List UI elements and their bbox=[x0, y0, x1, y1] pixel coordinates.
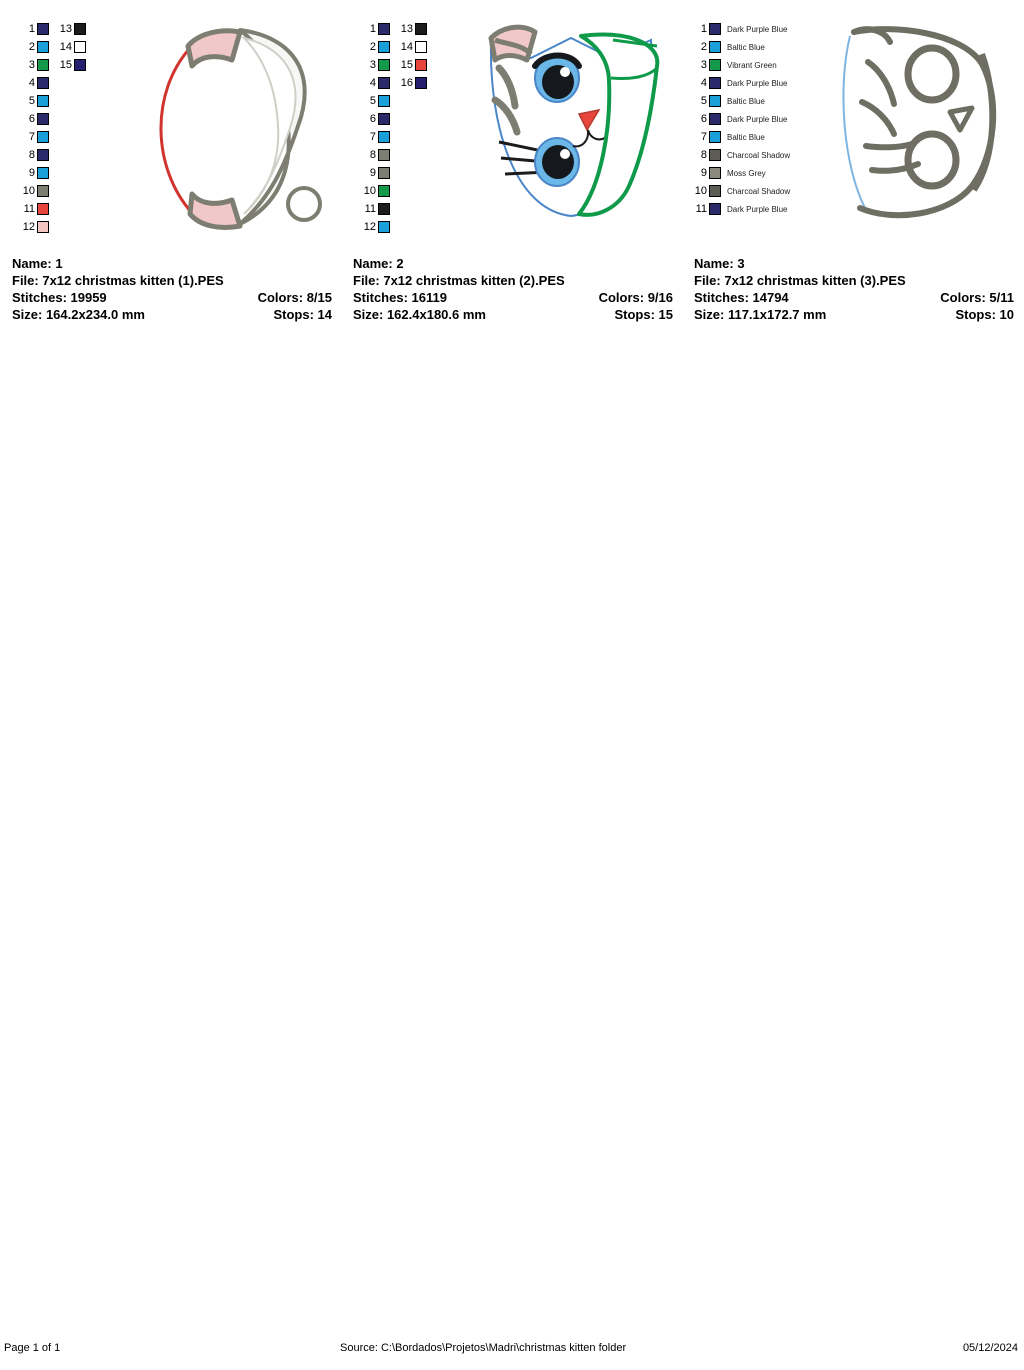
palette-entry bbox=[57, 20, 86, 38]
palette-index: 7 bbox=[28, 130, 35, 143]
design-stitches: Stitches: 14794 bbox=[694, 290, 789, 305]
palette-index: 9 bbox=[28, 166, 35, 179]
design-file: File: 7x12 christmas kitten (1).PES bbox=[12, 273, 224, 288]
palette-entry bbox=[692, 74, 790, 92]
palette-index: 13 bbox=[400, 22, 413, 35]
design-stops: Stops: 14 bbox=[273, 307, 332, 322]
palette-index: 8 bbox=[700, 148, 707, 161]
palette-column-left bbox=[361, 20, 390, 236]
color-swatch bbox=[378, 203, 390, 215]
palette-entry bbox=[20, 200, 49, 218]
color-swatch bbox=[709, 149, 721, 161]
color-swatch bbox=[709, 41, 721, 53]
palette-entry bbox=[692, 92, 790, 110]
palette-entry bbox=[20, 20, 49, 38]
color-name: Moss Grey bbox=[727, 168, 766, 178]
color-swatch bbox=[37, 41, 49, 53]
palette-index: 15 bbox=[400, 58, 413, 71]
palette-entry bbox=[361, 200, 390, 218]
design-card-1 bbox=[0, 0, 341, 322]
design-colors: Colors: 8/15 bbox=[257, 290, 332, 305]
color-swatch bbox=[415, 59, 427, 71]
palette-index: 9 bbox=[369, 166, 376, 179]
palette-entry bbox=[20, 182, 49, 200]
palette-index: 2 bbox=[700, 40, 707, 53]
color-swatch bbox=[74, 23, 86, 35]
palette-entry bbox=[361, 92, 390, 110]
design-name: Name: 3 bbox=[694, 256, 745, 271]
color-swatch bbox=[709, 77, 721, 89]
palette-index: 11 bbox=[695, 202, 707, 215]
palette-index: 1 bbox=[369, 22, 376, 35]
color-swatch bbox=[74, 59, 86, 71]
design-2-preview-area bbox=[351, 0, 682, 250]
design-size: Size: 162.4x180.6 mm bbox=[353, 307, 486, 322]
palette-entry bbox=[692, 164, 790, 182]
palette-entry bbox=[398, 56, 427, 74]
color-name: Baltic Blue bbox=[727, 42, 765, 52]
color-name: Dark Purple Blue bbox=[727, 78, 788, 88]
palette-index: 5 bbox=[28, 94, 35, 107]
kitten-santa-hat-artwork bbox=[120, 8, 340, 238]
color-swatch bbox=[37, 77, 49, 89]
palette-index: 6 bbox=[369, 112, 376, 125]
design-stitches: Stitches: 19959 bbox=[12, 290, 107, 305]
color-swatch bbox=[37, 149, 49, 161]
palette-entry bbox=[361, 38, 390, 56]
design-2-info bbox=[353, 255, 673, 323]
palette-index: 12 bbox=[22, 220, 35, 233]
palette-entry bbox=[692, 128, 790, 146]
palette-entry bbox=[398, 20, 427, 38]
palette-entry bbox=[398, 74, 427, 92]
palette-index: 4 bbox=[28, 76, 35, 89]
color-swatch bbox=[378, 131, 390, 143]
palette-entry bbox=[20, 38, 49, 56]
design-stitches-colors-row bbox=[694, 289, 1014, 306]
palette-entry bbox=[361, 182, 390, 200]
design-stitches-colors-row bbox=[12, 289, 332, 306]
color-name: Baltic Blue bbox=[727, 132, 765, 142]
design-size-stops-row bbox=[694, 306, 1014, 323]
design-stitches: Stitches: 16119 bbox=[353, 290, 447, 305]
design-3-artwork bbox=[832, 14, 1022, 229]
palette-index: 7 bbox=[700, 130, 707, 143]
color-swatch bbox=[709, 113, 721, 125]
color-name: Dark Purple Blue bbox=[727, 204, 788, 214]
color-swatch bbox=[378, 167, 390, 179]
palette-index: 15 bbox=[59, 58, 72, 71]
design-name: Name: 2 bbox=[353, 256, 404, 271]
color-swatch bbox=[37, 203, 49, 215]
palette-entry bbox=[692, 200, 790, 218]
palette-index: 14 bbox=[400, 40, 413, 53]
palette-entry bbox=[692, 110, 790, 128]
palette-index: 8 bbox=[369, 148, 376, 161]
color-swatch bbox=[709, 203, 721, 215]
design-card-2 bbox=[341, 0, 682, 322]
palette-index: 14 bbox=[59, 40, 72, 53]
source-path: Source: C:\Bordados\Projetos\Madri\christmas kitten folder bbox=[340, 1342, 627, 1354]
design-card-3 bbox=[682, 0, 1023, 322]
palette-entry bbox=[361, 20, 390, 38]
page-number: Page 1 of 1 bbox=[4, 1342, 61, 1354]
color-swatch bbox=[415, 77, 427, 89]
palette-index: 5 bbox=[700, 94, 707, 107]
design-size-stops-row bbox=[12, 306, 332, 323]
design-3-preview-area bbox=[692, 0, 1023, 250]
palette-entry bbox=[361, 164, 390, 182]
palette-index: 10 bbox=[694, 184, 707, 197]
design-name: Name: 1 bbox=[12, 256, 63, 271]
color-swatch bbox=[37, 185, 49, 197]
palette-index: 11 bbox=[23, 202, 35, 215]
palette-column-left bbox=[20, 20, 49, 236]
palette-entry bbox=[57, 56, 86, 74]
design-3-info bbox=[694, 255, 1014, 323]
palette-index: 12 bbox=[363, 220, 376, 233]
palette-entry bbox=[692, 182, 790, 200]
color-swatch bbox=[378, 221, 390, 233]
palette-index: 7 bbox=[369, 130, 376, 143]
color-swatch bbox=[37, 59, 49, 71]
palette-index: 6 bbox=[28, 112, 35, 125]
design-1-color-palette bbox=[20, 20, 86, 236]
palette-index: 3 bbox=[28, 58, 35, 71]
palette-entry bbox=[20, 74, 49, 92]
design-stops: Stops: 10 bbox=[955, 307, 1014, 322]
print-date: 05/12/2024 bbox=[962, 1342, 1018, 1354]
palette-index: 11 bbox=[364, 202, 376, 215]
design-1-artwork bbox=[120, 8, 340, 243]
color-swatch bbox=[378, 59, 390, 71]
color-swatch bbox=[378, 95, 390, 107]
color-name: Dark Purple Blue bbox=[727, 114, 788, 124]
palette-index: 10 bbox=[363, 184, 376, 197]
palette-index: 4 bbox=[369, 76, 376, 89]
color-swatch bbox=[709, 59, 721, 71]
palette-entry bbox=[398, 38, 427, 56]
kitten-face-artwork bbox=[461, 10, 681, 230]
palette-index: 6 bbox=[700, 112, 707, 125]
color-swatch bbox=[74, 41, 86, 53]
color-swatch bbox=[709, 167, 721, 179]
palette-entry bbox=[692, 38, 790, 56]
design-3-color-palette bbox=[692, 20, 790, 218]
design-size-stops-row bbox=[353, 306, 673, 323]
design-stitches-colors-row bbox=[353, 289, 673, 306]
palette-entry bbox=[57, 38, 86, 56]
palette-index: 3 bbox=[700, 58, 707, 71]
color-name: Charcoal Shadow bbox=[727, 150, 791, 160]
design-2-artwork bbox=[461, 10, 681, 235]
palette-index: 2 bbox=[28, 40, 35, 53]
design-colors: Colors: 5/11 bbox=[940, 290, 1014, 305]
color-swatch bbox=[709, 131, 721, 143]
palette-entry bbox=[692, 20, 790, 38]
palette-entry bbox=[361, 110, 390, 128]
design-1-info bbox=[12, 255, 332, 323]
color-swatch bbox=[378, 149, 390, 161]
color-swatch bbox=[709, 95, 721, 107]
color-swatch bbox=[378, 23, 390, 35]
palette-entry bbox=[361, 218, 390, 236]
color-swatch bbox=[378, 185, 390, 197]
color-swatch bbox=[37, 113, 49, 125]
kitten-outline-artwork bbox=[832, 14, 1022, 224]
color-name: Baltic Blue bbox=[727, 96, 765, 106]
palette-entry bbox=[692, 146, 790, 164]
palette-entry bbox=[20, 146, 49, 164]
palette-entry bbox=[20, 56, 49, 74]
page-footer bbox=[0, 1342, 1024, 1362]
palette-entry bbox=[20, 164, 49, 182]
color-swatch bbox=[37, 23, 49, 35]
color-swatch bbox=[415, 23, 427, 35]
color-swatch bbox=[378, 41, 390, 53]
palette-entry bbox=[692, 56, 790, 74]
palette-index: 9 bbox=[700, 166, 707, 179]
palette-entry bbox=[20, 92, 49, 110]
design-size: Size: 117.1x172.7 mm bbox=[694, 307, 827, 322]
palette-index: 1 bbox=[700, 22, 707, 35]
palette-column-right bbox=[398, 20, 427, 236]
palette-index: 8 bbox=[28, 148, 35, 161]
color-name: Dark Purple Blue bbox=[727, 24, 788, 34]
color-swatch bbox=[378, 113, 390, 125]
palette-entry bbox=[361, 74, 390, 92]
color-swatch bbox=[37, 167, 49, 179]
palette-index: 10 bbox=[22, 184, 35, 197]
palette-index: 2 bbox=[369, 40, 376, 53]
design-2-color-palette bbox=[361, 20, 427, 236]
color-swatch bbox=[709, 185, 721, 197]
palette-entry bbox=[361, 146, 390, 164]
color-name: Vibrant Green bbox=[727, 60, 777, 70]
design-size: Size: 164.2x234.0 mm bbox=[12, 307, 145, 322]
palette-index: 5 bbox=[369, 94, 376, 107]
design-stops: Stops: 15 bbox=[614, 307, 673, 322]
design-colors: Colors: 9/16 bbox=[598, 290, 673, 305]
design-file: File: 7x12 christmas kitten (3).PES bbox=[694, 273, 906, 288]
palette-entry bbox=[361, 56, 390, 74]
color-swatch bbox=[37, 131, 49, 143]
palette-index: 13 bbox=[59, 22, 72, 35]
palette-column-right bbox=[57, 20, 86, 236]
palette-index: 1 bbox=[28, 22, 35, 35]
design-1-preview-area bbox=[10, 0, 341, 250]
palette-index: 3 bbox=[369, 58, 376, 71]
palette-entry bbox=[20, 128, 49, 146]
color-swatch bbox=[378, 77, 390, 89]
palette-entry bbox=[361, 128, 390, 146]
palette-index: 16 bbox=[400, 76, 413, 89]
color-swatch bbox=[709, 23, 721, 35]
color-swatch bbox=[37, 221, 49, 233]
design-file: File: 7x12 christmas kitten (2).PES bbox=[353, 273, 565, 288]
palette-entry bbox=[20, 110, 49, 128]
palette-entry bbox=[20, 218, 49, 236]
palette-index: 4 bbox=[700, 76, 707, 89]
color-name: Charcoal Shadow bbox=[727, 186, 791, 196]
color-swatch bbox=[415, 41, 427, 53]
color-swatch bbox=[37, 95, 49, 107]
design-list bbox=[0, 0, 1024, 322]
